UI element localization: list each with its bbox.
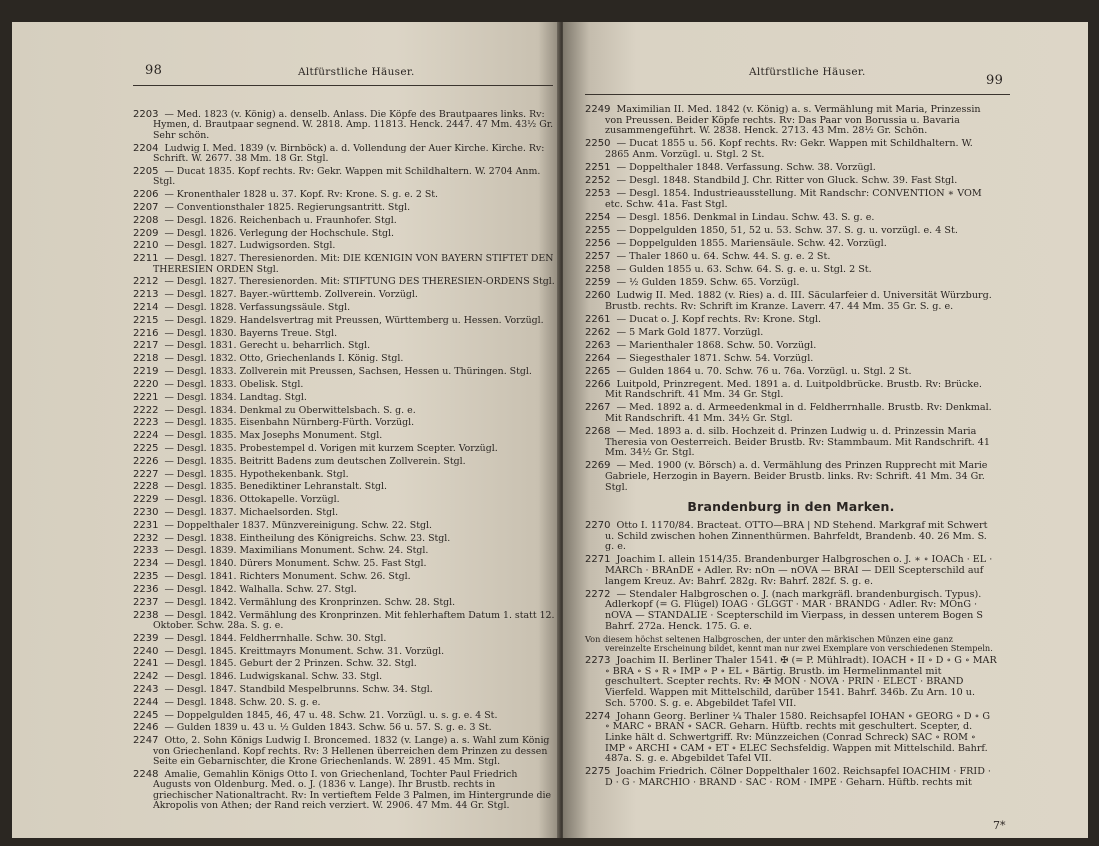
lot-number: 2223 <box>133 417 159 429</box>
catalogue-entry <box>585 265 997 276</box>
lot-description: — Desgl. 1845. Kreittmayrs Monument. Schw. 31. Vorzügl. <box>164 645 445 657</box>
lot-number: 2250 <box>585 138 611 150</box>
catalogue-entry <box>133 406 557 416</box>
lot-description: — Desgl. 1829. Handelsvertrag mit Preussen, Württemberg u. Hessen. Vorzügl. <box>164 314 544 326</box>
lot-description: — Desgl. 1828. Verfassungssäule. Stgl. <box>164 302 351 314</box>
catalogue-entry <box>133 290 557 300</box>
catalogue-entry <box>585 226 997 237</box>
lot-description: Maximilian II. Med. 1842 (v. König) a. s. Vermählung mit Maria, Prinzessin von Preussen. Beider Köpfe rechts. Rv: Das Paar von Borussia u. Bavaria zusammengeführt. W. 2838. Henck. 2713. 43 Mm. 28½ Gr. Schön. <box>605 104 981 137</box>
lot-description: — Conventionsthaler 1825. Regierungsantritt. Stgl. <box>164 201 411 213</box>
catalogue-entry <box>133 470 557 480</box>
lot-number: 2215 <box>133 314 159 326</box>
lot-description: — Thaler 1860 u. 64. Schw. 44. S. g. e. 2 St. <box>616 250 831 262</box>
lot-number: 2235 <box>133 571 159 583</box>
lot-number: 2234 <box>133 558 159 570</box>
catalogue-entry <box>133 508 557 518</box>
lot-number: 2207 <box>133 201 159 213</box>
lot-description: — Desgl. 1833. Obelisk. Stgl. <box>164 378 304 390</box>
catalogue-entry <box>585 328 997 339</box>
catalogue-entry <box>585 139 997 160</box>
lot-number: 2246 <box>133 722 159 734</box>
lot-description: — Med. 1900 (v. Börsch) a. d. Vermählung des Prinzen Rupprecht mit Marie Gabriele, Herzogin in Bayern. Beider Brustb. links. Rv: Schrift. 41 Mm. 34 Gr. Stgl. <box>605 460 988 493</box>
lot-description: — Desgl. 1827. Bayer.-württemb. Zollverein. Vorzügl. <box>164 289 418 301</box>
lot-description: — Desgl. 1842. Vermählung des Kronprinzen. Schw. 28. Stgl. <box>164 596 456 608</box>
catalogue-entry <box>585 521 997 553</box>
lot-number: 2247 <box>133 735 159 747</box>
lot-number: 2252 <box>585 175 611 187</box>
lot-description: — Desgl. 1842. Walhalla. Schw. 27. Stgl. <box>164 583 357 595</box>
lot-number: 2217 <box>133 340 159 352</box>
catalogue-entry <box>133 457 557 467</box>
lot-number: 2269 <box>585 460 611 472</box>
lot-number: 2214 <box>133 302 159 314</box>
lot-number: 2230 <box>133 507 159 519</box>
catalogue-entry <box>133 431 557 441</box>
lot-number: 2260 <box>585 289 611 301</box>
lot-description: Joachim Friedrich. Cölner Doppelthaler 1602. Reichsapfel IOACHIM · FRID · D · G · MARCHIO · BRAND · SAC · ROM · IMPE · Geharn. Hüftb. rechts mit <box>605 766 991 788</box>
catalogue-entry <box>585 427 997 459</box>
lot-number: 2241 <box>133 658 159 670</box>
lot-number: 2248 <box>133 768 159 780</box>
lot-number: 2273 <box>585 655 611 667</box>
lot-number: 2275 <box>585 766 611 778</box>
lot-number: 2212 <box>133 276 159 288</box>
lot-description: Otto, 2. Sohn Königs Ludwig I. Broncemed. 1832 (v. Lange) a. s. Wahl zum König von Griechenland. Kopf rechts. Rv: 3 Hellenen überreichen dem Prinzen zu dessen Seite ein Gebarnischter, die Krone Griechenlands. W. 2891. 45 Mm. Stgl. <box>153 735 550 768</box>
catalogue-entry <box>585 380 997 401</box>
catalogue-entry <box>585 590 997 633</box>
catalogue-entry <box>133 685 557 695</box>
lot-description: — ½ Gulden 1859. Schw. 65. Vorzügl. <box>616 276 800 288</box>
catalogue-entry <box>585 213 997 224</box>
lot-number: 2257 <box>585 250 611 262</box>
catalogue-entry <box>133 585 557 595</box>
lot-number: 2274 <box>585 710 611 722</box>
catalogue-entry <box>133 303 557 313</box>
lot-number: 2204 <box>133 142 159 154</box>
lot-description: — Desgl. 1840. Dürers Monument. Schw. 25. Fast Stgl. <box>164 558 427 570</box>
catalogue-entry <box>585 461 997 493</box>
catalogue-entry <box>133 736 557 767</box>
right-header-rule <box>585 94 1010 95</box>
lot-description: — Desgl. 1841. Richters Monument. Schw. 26. Stgl. <box>164 571 411 583</box>
lot-number: 2259 <box>585 276 611 288</box>
lot-number: 2253 <box>585 188 611 200</box>
lot-description: Luitpold, Prinzregent. Med. 1891 a. d. Luitpoldbrücke. Brustb. Rv: Brücke. Mit Randschrift. 41 Mm. 34 Gr. Stgl. <box>605 378 982 401</box>
lot-number: 2267 <box>585 402 611 414</box>
lot-number: 2236 <box>133 583 159 595</box>
lot-description: — Desgl. 1846. Ludwigskanal. Schw. 33. Stgl. <box>164 671 383 683</box>
lot-description: — Ducat 1835. Kopf rechts. Rv: Gekr. Wappen mit Schildhaltern. W. 2704 Anm. Stgl. <box>153 165 541 188</box>
right-entry-list <box>585 105 997 791</box>
left-page <box>12 22 560 838</box>
catalogue-entry <box>133 559 557 569</box>
catalogue-entry <box>133 770 557 812</box>
catalogue-entry <box>133 534 557 544</box>
lot-description: — Desgl. 1835. Probestempel d. Vorigen mit kurzem Scepter. Vorzügl. <box>164 442 498 454</box>
lot-description: — Desgl. 1832. Otto, Griechenlands I. König. Stgl. <box>164 353 404 365</box>
catalogue-entry <box>133 672 557 682</box>
catalogue-entry <box>585 656 997 709</box>
lot-number: 2233 <box>133 545 159 557</box>
lot-number: 2211 <box>133 253 159 265</box>
lot-description: — 5 Mark Gold 1877. Vorzügl. <box>616 326 764 338</box>
lot-number: 2228 <box>133 481 159 493</box>
catalogue-entry <box>133 203 557 213</box>
catalogue-entry <box>585 315 997 326</box>
lot-number: 2229 <box>133 494 159 506</box>
catalogue-entry <box>585 354 997 365</box>
lot-description: — Doppelgulden 1850, 51, 52 u. 53. Schw. 37. S. g. u. vorzügl. e. 4 St. <box>616 224 958 236</box>
lot-number: 2209 <box>133 227 159 239</box>
left-running-head: Altfürstliche Häuser. <box>298 66 415 78</box>
lot-description: — Med. 1892 a. d. Armeedenkmal in d. Feldherrnhalle. Brustb. Rv: Denkmal. Mit Randschrift. 41 Mm. 34½ Gr. Stgl. <box>605 402 992 425</box>
lot-description: Joachim I. allein 1514/35. Brandenburger Halbgroschen o. J. ∗ ∘ IOACh · EL · MARCh · BRAnDE ∘ Adler. Rv: nOn — nOVA — BRAI — DEll Scepterschild auf langem Kreuz. Av: Bahrf. 282g. Rv: Bahrf. 282f. S. g. e. <box>605 554 993 587</box>
lot-description: — Ducat 1855 u. 56. Kopf rechts. Rv: Gekr. Wappen mit Schildhaltern. W. 2865 Anm. Vorzügl. u. Stgl. 2 St. <box>605 138 973 160</box>
lot-description: — Desgl. 1835. Benediktiner Lehranstalt. Stgl. <box>164 481 387 493</box>
section-heading: Brandenburg in den Marken. <box>687 499 895 515</box>
lot-description: Johann Georg. Berliner ¼ Thaler 1580. Reichsapfel IOHAN ∘ GEORG ∘ D ∘ G ∘ MARC ∘ BRAN ∘ SACR. Geharn. Hüftb. rechts mit geschultert. Scepter, d. Linke hält d. Schwertgriff. Rv: Münzzeichen (Conrad Schreck) SAC ∘ ROM ∘ IMP ∘ ARCHI ∘ CAM ∘ ET ∘ ELEC Sechsfeldig. Wappen mit Mittelschild. Bahrf. 487a. S. g. e. Abgebildet Tafel VII. <box>605 710 990 765</box>
catalogue-entry <box>585 278 997 289</box>
catalogue-entry <box>133 110 557 141</box>
catalogue-entry <box>133 634 557 644</box>
right-entries-top <box>585 105 997 493</box>
lot-description: — Gulden 1839 u. 43 u. ½ Gulden 1843. Schw. 56 u. 57. S. g. e. 3 St. <box>164 722 492 734</box>
left-entry-list <box>133 110 557 814</box>
lot-number: 2220 <box>133 378 159 390</box>
lot-number: 2231 <box>133 519 159 531</box>
catalogue-entry <box>133 316 557 326</box>
lot-description: — Desgl. 1854. Industrieausstellung. Mit Randschr: CONVENTION ∗ VOM etc. Schw. 41a. Fast Stgl. <box>605 188 982 210</box>
catalogue-entry <box>585 712 997 765</box>
lot-number: 2206 <box>133 189 159 201</box>
right-page <box>563 22 1088 838</box>
catalogue-entry <box>585 767 997 788</box>
catalogue-entry <box>585 176 997 187</box>
lot-description: — Desgl. 1847. Standbild Mespelbrunns. Schw. 34. Stgl. <box>164 684 433 696</box>
catalogue-entry <box>133 482 557 492</box>
right-running-head: Altfürstliche Häuser. <box>749 66 866 78</box>
catalogue-entry <box>133 354 557 364</box>
lot-description: — Desgl. 1826. Reichenbach u. Fraunhofer. Stgl. <box>164 214 397 226</box>
lot-description: — Desgl. 1836. Ottokapelle. Vorzügl. <box>164 494 340 506</box>
lot-description: — Desgl. 1842. Vermählung des Kronprinzen. Mit fehlerhaftem Datum 1. statt 12. Oktober. Schw. 28a. S. g. e. <box>153 609 555 631</box>
lot-description: Ludwig II. Med. 1882 (v. Ries) a. d. III. Säcularfeier d. Universität Würzburg. Brustb. rechts. Rv: Schrift im Kranze. Laverr. 47. 44 Mm. 35 Gr. S. g. e. <box>605 289 992 312</box>
lot-description: — Desgl. 1830. Bayerns Treue. Stgl. <box>164 327 338 339</box>
catalogue-entry <box>133 521 557 531</box>
lot-number: 2254 <box>585 211 611 223</box>
catalogue-entry <box>585 635 997 654</box>
lot-number: 2272 <box>585 588 611 600</box>
catalogue-entry <box>133 167 557 188</box>
lot-description: Ludwig I. Med. 1839 (v. Birnböck) a. d. Vollendung der Auer Kirche. Kirche. Rv: Schrift. W. 2677. 38 Mm. 18 Gr. Stgl. <box>153 142 545 165</box>
catalogue-entry <box>133 216 557 226</box>
lot-number: 2238 <box>133 609 159 621</box>
lot-description: — Doppelgulden 1855. Mariensäule. Schw. 42. Vorzügl. <box>616 237 887 249</box>
catalogue-entry <box>133 698 557 708</box>
lot-number: 2261 <box>585 313 611 325</box>
lot-number: 2271 <box>585 554 611 566</box>
lot-description: — Desgl. 1844. Feldherrnhalle. Schw. 30. Stgl. <box>164 632 387 644</box>
lot-number: 2216 <box>133 327 159 339</box>
lot-number: 2256 <box>585 237 611 249</box>
catalogue-entry <box>133 367 557 377</box>
lot-description: Otto I. 1170/84. Bracteat. OTTO—BRA | ND Stehend. Markgraf mit Schwert u. Schild zwischen hohen Zinnenthürmen. Bahrfeldt, Brandenb. 40. 26 Mm. S. g. e. <box>605 519 988 553</box>
catalogue-entry <box>133 380 557 390</box>
lot-description: — Desgl. 1833. Zollverein mit Preussen, Sachsen, Hessen u. Thüringen. Stgl. <box>164 366 532 378</box>
lot-number: 2232 <box>133 532 159 544</box>
catalogue-entry <box>585 341 997 352</box>
lot-description: — Desgl. 1835. Eisenbahn Nürnberg-Fürth. Vorzügl. <box>164 417 415 429</box>
catalogue-entry <box>133 723 557 733</box>
lot-description: — Desgl. 1839. Maximilians Monument. Schw. 24. Stgl. <box>164 545 429 557</box>
lot-number: 2218 <box>133 353 159 365</box>
lot-number: 2243 <box>133 684 159 696</box>
catalogue-entry <box>585 252 997 263</box>
lot-description: — Desgl. 1831. Gerecht u. beharrlich. Stgl. <box>164 340 371 352</box>
lot-number: 2263 <box>585 339 611 351</box>
footnote-text: Von diesem höchst seltenen Halbgroschen, der unter den märkischen Münzen eine ganz vereinzelte Erscheinung bildet, kennt man nur zwei Exemplare von verschiedenen Stempeln. <box>585 633 993 654</box>
lot-description: — Desgl. 1827. Theresienorden. Mit: DIE KŒNIGIN VON BAYERN STIFTET DEN THERESIEN ORDEN Stgl. <box>153 253 554 275</box>
lot-number: 2265 <box>585 365 611 377</box>
catalogue-entry <box>585 163 997 174</box>
lot-number: 2264 <box>585 352 611 364</box>
catalogue-entry <box>133 444 557 454</box>
catalogue-entry <box>133 341 557 351</box>
catalogue-entry <box>585 403 997 424</box>
left-header-rule <box>133 85 553 86</box>
catalogue-entry <box>585 189 997 210</box>
signature-mark: 7* <box>993 819 1006 832</box>
lot-description: — Desgl. 1835. Beitritt Badens zum deutschen Zollverein. Stgl. <box>164 455 466 467</box>
lot-description: — Doppelgulden 1845, 46, 47 u. 48. Schw. 21. Vorzügl. u. s. g. e. 4 St. <box>164 709 498 721</box>
catalogue-entry <box>133 229 557 239</box>
lot-description: — Desgl. 1835. Hypothekenbank. Stgl. <box>164 468 349 480</box>
lot-number: 2262 <box>585 326 611 338</box>
catalogue-entry <box>585 555 997 587</box>
lot-number: 2203 <box>133 109 159 120</box>
lot-description: — Desgl. 1845. Geburt der 2 Prinzen. Schw. 32. Stgl. <box>164 658 417 670</box>
lot-number: 2258 <box>585 263 611 275</box>
lot-number: 2205 <box>133 165 159 177</box>
lot-description: — Stendaler Halbgroschen o. J. (nach markgräfl. brandenburgisch. Typus). Adlerkopf (= G. Flügel) IOAG · GLGGT · MAR · BRANDG · Adler. Rv: MOnG · nOVA — STANDALIE · Scepterschild im Vierpass, in dessen unterem Bogen S Bahrf. 272a. Henck. 175. G. e. <box>605 588 983 632</box>
lot-number: 2208 <box>133 214 159 226</box>
lot-description: — Desgl. 1838. Eintheilung des Königreichs. Schw. 23. Stgl. <box>164 532 451 544</box>
catalogue-entry <box>133 572 557 582</box>
lot-description: — Gulden 1864 u. 70. Schw. 76 u. 76a. Vorzügl. u. Stgl. 2 St. <box>616 365 912 377</box>
lot-number: 2227 <box>133 468 159 480</box>
lot-number: 2225 <box>133 442 159 454</box>
lot-number: 2255 <box>585 224 611 236</box>
lot-number: 2221 <box>133 391 159 403</box>
catalogue-entry <box>133 277 557 287</box>
catalogue-entry <box>585 239 997 250</box>
catalogue-entry <box>133 241 557 251</box>
lot-number: 2240 <box>133 645 159 657</box>
lot-description: — Desgl. 1834. Landtag. Stgl. <box>164 391 307 403</box>
lot-description: — Desgl. 1827. Theresienorden. Mit: STIFTUNG DES THERESIEN-ORDENS Stgl. <box>164 276 555 288</box>
catalogue-entry <box>133 144 557 165</box>
lot-number: 2249 <box>585 104 611 115</box>
lot-description: — Med. 1823 (v. König) a. denselb. Anlass. Die Köpfe des Brautpaares links. Rv: Hymen, d. Brautpaar segnend. W. 2818. Amp. 11813. Henck. 2447. 47 Mm. 43½ Gr. Sehr schön. <box>153 109 554 141</box>
catalogue-entry <box>133 546 557 556</box>
catalogue-entry <box>133 329 557 339</box>
catalogue-entry <box>133 254 557 275</box>
lot-description: — Ducat o. J. Kopf rechts. Rv: Krone. Stgl. <box>616 313 822 325</box>
lot-number: 2213 <box>133 289 159 301</box>
lot-description: — Med. 1893 a. d. silb. Hochzeit d. Prinzen Ludwig u. d. Prinzessin Maria Theresia von Oesterreich. Beider Brustb. Rv: Stammbaum. Mit Randschrift. 41 Mm. 34½ Gr. Stgl. <box>605 426 990 459</box>
lot-description: Amalie, Gemahlin Königs Otto I. von Griechenland, Tochter Paul Friedrich Augusts von Oldenburg. Med. o. J. (1836 v. Lange). Ihr Brustb. rechts in griechischer Nationaltracht. Rv: In vertieftem Felde 3 Palmen, im Hintergrunde die Akropolis von Athen; der Rand reich verziert. W. 2906. 47 Mm. 44 Gr. Stgl. <box>153 768 552 812</box>
catalogue-entry <box>133 190 557 200</box>
catalogue-entry <box>133 598 557 608</box>
lot-number: 2224 <box>133 430 159 442</box>
lot-number: 2219 <box>133 366 159 378</box>
catalogue-entry <box>133 611 557 632</box>
lot-number: 2226 <box>133 455 159 467</box>
lot-number: 2266 <box>585 378 611 390</box>
lot-number: 2244 <box>133 696 159 708</box>
lot-number: 2222 <box>133 404 159 416</box>
lot-number: 2268 <box>585 426 611 438</box>
lot-description: — Desgl. 1856. Denkmal in Lindau. Schw. 43. S. g. e. <box>616 211 875 223</box>
catalogue-entry <box>133 647 557 657</box>
lot-description: Joachim II. Berliner Thaler 1541. ✠ (= P. Mühlradt). IOACH ∘ II ∘ D ∘ G ∘ MAR ∘ BRA ∘ S ∘ R ∘ IMP ∘ P ∘ EL ∘ Bärtig. Brustb. im Hermelinmantel mit geschultert. Scepter rechts. Rv: ✠ MON · NOVA · PRIN · ELECT · BRAND Vierfeld. Wappen mit Mittelschild, darüber 1541. Bahrf. 346b. Zu Arn. 10 u. Sch. 5700. S. g. e. Abgebildet Tafel VII. <box>605 655 997 709</box>
lot-description: — Siegesthaler 1871. Schw. 54. Vorzügl. <box>616 352 814 364</box>
catalogue-entry <box>133 711 557 721</box>
catalogue-entry <box>133 393 557 403</box>
lot-number: 2239 <box>133 632 159 644</box>
lot-number: 2210 <box>133 240 159 252</box>
lot-description: — Gulden 1855 u. 63. Schw. 64. S. g. e. u. Stgl. 2 St. <box>616 263 872 275</box>
lot-number: 2251 <box>585 161 611 173</box>
lot-description: — Desgl. 1848. Schw. 20. S. g. e. <box>164 696 321 708</box>
catalogue-entry <box>585 291 997 312</box>
lot-description: — Doppelthaler 1837. Münzvereinigung. Schw. 22. Stgl. <box>164 519 432 531</box>
right-page-number: 99 <box>986 73 1004 88</box>
catalogue-entry <box>585 105 997 137</box>
right-entries-bottom <box>585 521 997 789</box>
catalogue-entry <box>133 495 557 505</box>
lot-number: 2237 <box>133 596 159 608</box>
lot-number: 2242 <box>133 671 159 683</box>
lot-number: 2245 <box>133 709 159 721</box>
lot-number: 2270 <box>585 519 611 531</box>
lot-description: — Desgl. 1835. Max Josephs Monument. Stgl. <box>164 430 383 442</box>
lot-description: — Desgl. 1837. Michaelsorden. Stgl. <box>164 507 339 519</box>
lot-description: — Desgl. 1826. Verlegung der Hochschule. Stgl. <box>164 227 394 239</box>
lot-description: — Kronenthaler 1828 u. 37. Kopf. Rv: Krone. S. g. e. 2 St. <box>164 189 438 201</box>
lot-description: — Desgl. 1848. Standbild J. Chr. Ritter von Gluck. Schw. 39. Fast Stgl. <box>616 175 958 187</box>
lot-description: — Marienthaler 1868. Schw. 50. Vorzügl. <box>616 339 817 351</box>
catalogue-entry <box>133 659 557 669</box>
catalogue-entry <box>585 367 997 378</box>
lot-description: — Desgl. 1834. Denkmal zu Oberwittelsbach. S. g. e. <box>164 404 416 416</box>
lot-description: — Doppelthaler 1848. Verfassung. Schw. 38. Vorzügl. <box>616 161 876 173</box>
left-page-number: 98 <box>145 63 163 78</box>
lot-description: — Desgl. 1827. Ludwigsorden. Stgl. <box>164 240 336 252</box>
catalogue-entry <box>133 418 557 428</box>
